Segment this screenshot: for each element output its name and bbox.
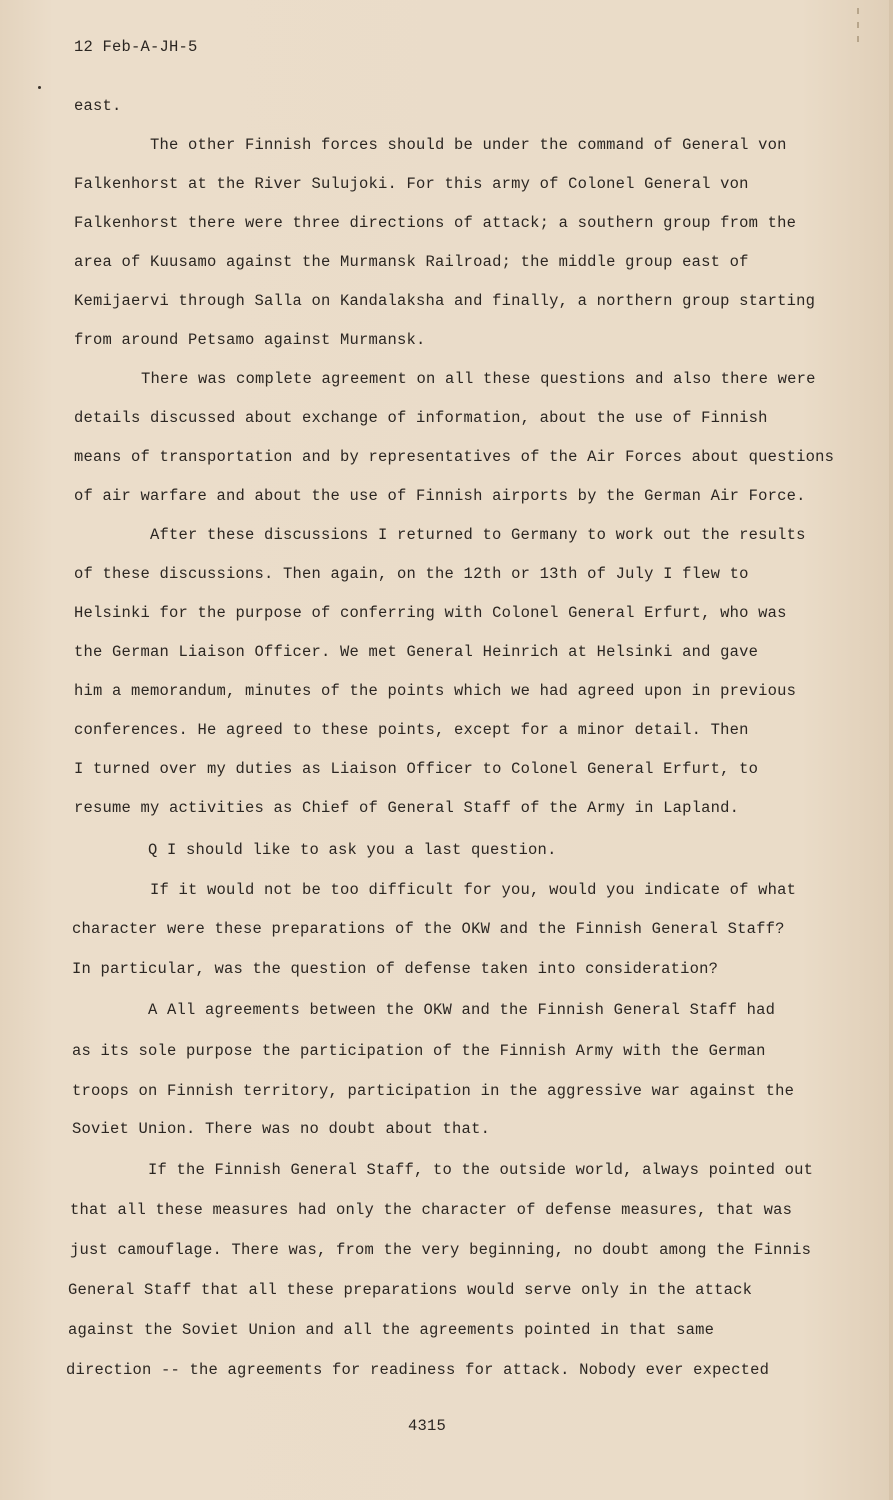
text-line: resume my activities as Chief of General Staff of the Army in Lapland. [74,799,740,817]
text-line: There was complete agreement on all these questions and also there were [141,370,816,388]
margin-mark [857,36,859,42]
text-line: details discussed about exchange of information, about the use of Finnish [74,409,768,427]
margin-mark [857,22,859,28]
text-line: I turned over my duties as Liaison Officer to Colonel General Erfurt, to [74,760,759,778]
text-line: of air warfare and about the use of Finnish airports by the German Air Force. [74,487,806,505]
text-line: The other Finnish forces should be under the command of General von [150,136,787,154]
page-number: 4315 [408,1417,447,1435]
text-line: General Staff that all these preparations would serve only in the attack [68,1281,753,1299]
text-line: Soviet Union. There was no doubt about that. [72,1120,491,1138]
text-line: Falkenhorst at the River Sulujoki. For this army of Colonel General von [74,175,749,193]
text-line: means of transportation and by representatives of the Air Forces about questions [74,448,835,466]
text-line: If it would not be too difficult for you, would you indicate of what [150,881,797,899]
text-line: After these discussions I returned to Germany to work out the results [150,526,806,544]
text-line: In particular, was the question of defense taken into consideration? [72,960,719,978]
margin-mark [857,8,859,14]
text-line: Falkenhorst there were three directions of attack; a southern group from the [74,214,797,232]
text-line: east. [74,97,122,115]
text-line: troops on Finnish territory, participation in the aggressive war against the [72,1082,795,1100]
text-line: A All agreements between the OKW and the Finnish General Staff had [148,1001,776,1019]
text-line: from around Petsamo against Murmansk. [74,331,426,349]
text-line: direction -- the agreements for readiness for attack. Nobody ever expected [66,1361,770,1379]
text-line: against the Soviet Union and all the agreements pointed in that same [68,1321,715,1339]
text-line: conferences. He agreed to these points, except for a minor detail. Then [74,721,749,739]
text-line: just camouflage. There was, from the very beginning, no doubt among the Finnis [70,1241,812,1259]
text-line: area of Kuusamo against the Murmansk Railroad; the middle group east of [74,253,749,271]
text-line: If the Finnish General Staff, to the outside world, always pointed out [148,1161,814,1179]
text-line: Q I should like to ask you a last question. [148,841,557,859]
page-header: 12 Feb-A-JH-5 [74,38,198,56]
text-line: character were these preparations of the OKW and the Finnish General Staff? [72,920,785,938]
text-line: of these discussions. Then again, on the 12th or 13th of July I flew to [74,565,749,583]
text-line: him a memorandum, minutes of the points which we had agreed upon in previous [74,682,797,700]
ink-dot [38,86,41,89]
text-line: Kemijaervi through Salla on Kandalaksha and finally, a northern group starting [74,292,816,310]
text-line: that all these measures had only the character of defense measures, that was [70,1201,793,1219]
text-line: Helsinki for the purpose of conferring with Colonel General Erfurt, who was [74,604,787,622]
text-line: the German Liaison Officer. We met General Heinrich at Helsinki and gave [74,643,759,661]
text-line: as its sole purpose the participation of the Finnish Army with the German [72,1042,766,1060]
